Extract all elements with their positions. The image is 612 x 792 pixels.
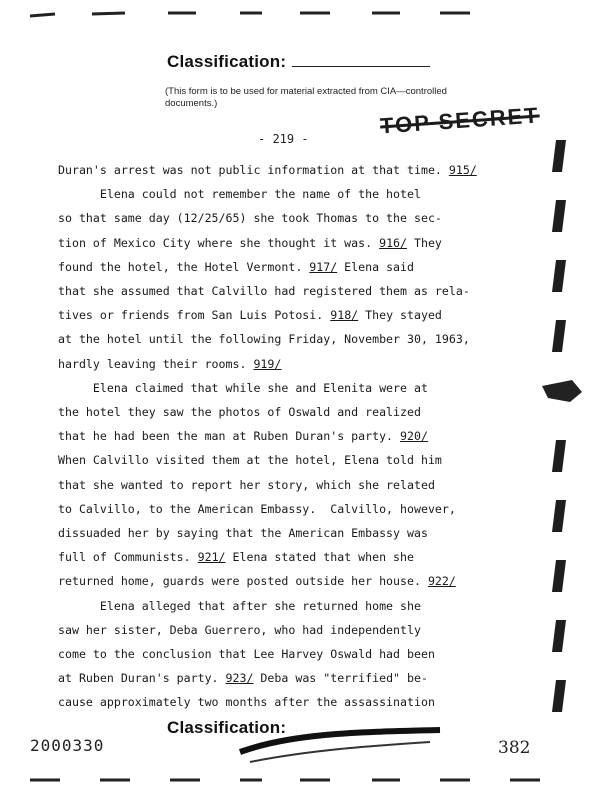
text-line: Elena alleged that after she returned home she [58,598,421,613]
text-line: dissuaded her by saying that the American Embassy was [58,526,428,541]
footer-redaction-scribble [230,722,460,772]
top-secret-stamp: TOP SECRET [379,102,541,139]
form-note: (This form is to be used for material extracted from CIA—controlled documents.) [165,86,447,109]
text-line: come to the conclusion that Lee Harvey Oswald had been [58,647,435,662]
footnote-ref: 920/ [400,429,428,444]
text-line: tives or friends from San Luis Potosi. 918/ They stayed [58,308,442,323]
text-line: at the hotel until the following Friday, November 30, 1963, [58,332,470,347]
text-line: so that same day (12/25/65) she took Thomas to the sec- [58,211,442,226]
footnote-ref: 916/ [379,235,408,250]
text-line: that she wanted to report her story, which she related [58,477,435,492]
bottom-edge-marks [0,772,612,792]
text-line: When Calvillo visited them at the hotel, Elena told him [58,453,442,468]
footnote-ref: 921/ [197,550,226,565]
text-line: at Ruben Duran's party. 923/ Deba was "terrified" be- [58,671,428,686]
text-line: to Calvillo, to the American Embassy. Calvillo, however, [58,501,456,516]
text-line: Elena could not remember the name of the hotel [58,187,421,202]
page-number: - 219 - [258,132,309,146]
text-line: hardly leaving their rooms. 919/ [58,356,282,371]
footnote-ref: 917/ [309,259,338,274]
footer-classification-label: Classification: [167,718,287,737]
text-line: cause approximately two months after the assassination [58,695,435,710]
footnote-ref: 915/ [448,163,477,177]
text-line: that she assumed that Calvillo had registered them as rela- [58,284,470,299]
text-line: the hotel they saw the photos of Oswald and realized [58,405,421,420]
document-id: 2000330 [30,736,105,755]
header-classification-label: Classification: [167,52,287,71]
text-line: Duran's arrest was not public information at that time. 915/ [58,163,477,177]
text-line: tion of Mexico City where she thought it was. 916/ They [58,235,442,250]
text-line: that he had been the man at Ruben Duran's party. 920/ [58,429,428,444]
footnote-ref: 918/ [330,308,359,323]
text-line: Elena claimed that while she and Elenita were at [58,380,428,395]
footnote-ref: 919/ [253,356,282,371]
text-line: found the hotel, the Hotel Vermont. 917/ Elena said [58,259,414,274]
footnote-ref: 922/ [427,574,456,589]
page-count: 382 [498,738,531,758]
text-line: returned home, guards were posted outside her house. 922/ [58,574,456,589]
text-line: saw her sister, Deba Guerrero, who had independently [58,622,421,637]
text-line: full of Communists. 921/ Elena stated that when she [58,550,414,565]
footnote-ref: 923/ [225,671,254,686]
